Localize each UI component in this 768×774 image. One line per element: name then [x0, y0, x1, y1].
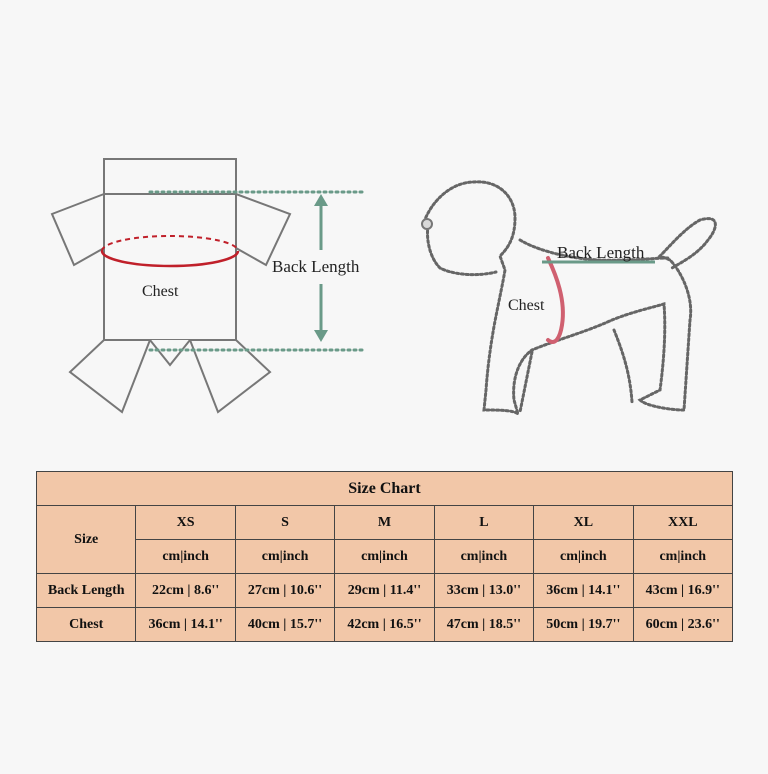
dog-hind-leg-outline — [614, 330, 632, 402]
table-cell: 40cm | 15.7'' — [235, 608, 334, 642]
row-label-chest: Chest — [37, 608, 136, 642]
size-chart-title: Size Chart — [37, 472, 733, 506]
garment-back-length-label: Back Length — [272, 257, 360, 276]
size-chart-table — [36, 471, 733, 642]
dog-nose — [422, 219, 432, 229]
garment-collar — [104, 159, 236, 194]
table-cell: 29cm | 11.4'' — [335, 574, 434, 608]
garment-right-sleeve — [236, 194, 290, 265]
table-cell: 50cm | 19.7'' — [534, 608, 633, 642]
table-cell: 47cm | 18.5'' — [434, 608, 533, 642]
table-cell: 60cm | 23.6'' — [633, 608, 732, 642]
unit-label: cm|inch — [335, 540, 434, 574]
size-label-xxl: XXL — [633, 506, 732, 540]
unit-label: cm|inch — [434, 540, 533, 574]
size-label-xs: XS — [136, 506, 235, 540]
row-label-back-length: Back Length — [37, 574, 136, 608]
table-cell: 22cm | 8.6'' — [136, 574, 235, 608]
table-cell: 27cm | 10.6'' — [235, 574, 334, 608]
table-cell: 36cm | 14.1'' — [136, 608, 235, 642]
size-label-m: M — [335, 506, 434, 540]
dog-illustration — [422, 182, 715, 414]
size-header-cell: Size — [37, 506, 136, 574]
dog-head-outline — [424, 182, 715, 414]
unit-label: cm|inch — [633, 540, 732, 574]
table-cell: 36cm | 14.1'' — [534, 574, 633, 608]
table-cell: 43cm | 16.9'' — [633, 574, 732, 608]
garment-chest-label: Chest — [142, 283, 179, 300]
dog-snout-outline — [428, 226, 497, 275]
unit-label: cm|inch — [235, 540, 334, 574]
dog-chest-label: Chest — [508, 297, 545, 314]
dog-back-length-label: Back Length — [557, 243, 645, 262]
table-row-back-length — [37, 574, 733, 608]
garment-left-leg — [70, 340, 150, 412]
unit-label: cm|inch — [534, 540, 633, 574]
table-row-chest — [37, 608, 733, 642]
size-label-s: S — [235, 506, 334, 540]
table-cell: 42cm | 16.5'' — [335, 608, 434, 642]
size-label-xl: XL — [534, 506, 633, 540]
garment-crotch-line — [150, 340, 190, 365]
dog-chest-measure — [548, 258, 563, 342]
unit-label: cm|inch — [136, 540, 235, 574]
garment-left-sleeve — [52, 194, 104, 265]
size-label-l: L — [434, 506, 533, 540]
table-cell: 33cm | 13.0'' — [434, 574, 533, 608]
